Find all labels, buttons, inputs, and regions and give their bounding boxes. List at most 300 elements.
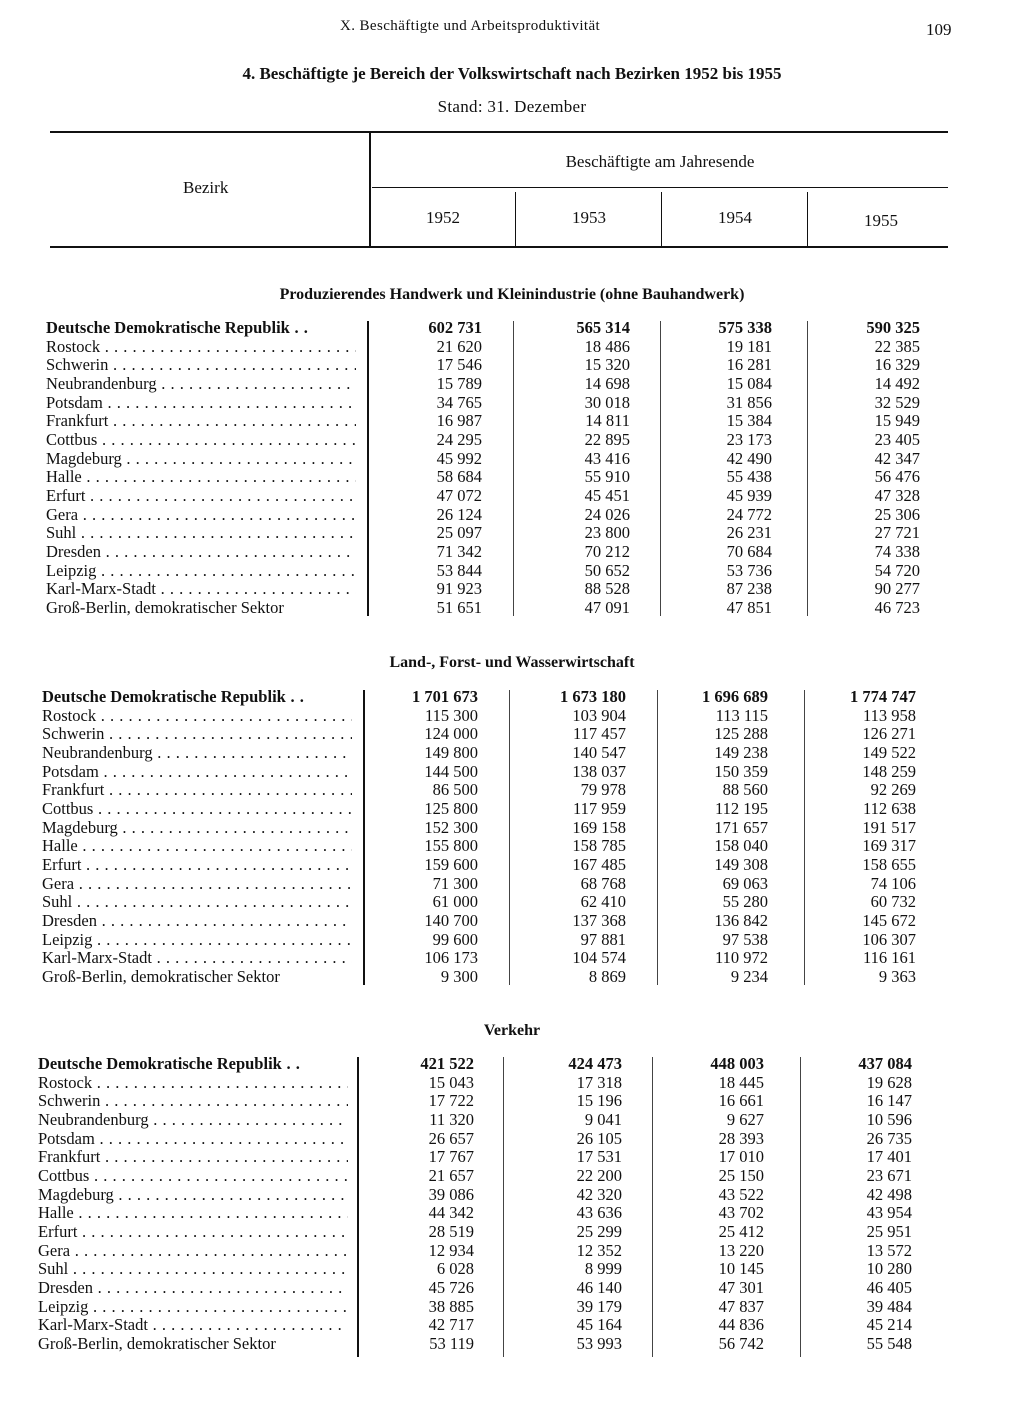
value-cell: 103 904 bbox=[572, 705, 626, 725]
value-cell: 24 295 bbox=[436, 429, 482, 449]
table-row bbox=[0, 800, 1020, 819]
value-cell: 150 359 bbox=[714, 761, 768, 781]
table-row bbox=[0, 1279, 1016, 1298]
column-separator bbox=[657, 690, 658, 985]
bezirk-name: Groß-Berlin, demokratischer Sektor bbox=[42, 967, 280, 986]
value-cell: 1 774 747 bbox=[850, 687, 916, 706]
value-cell: 42 320 bbox=[576, 1184, 622, 1204]
column-separator bbox=[804, 690, 805, 985]
value-cell: 106 173 bbox=[424, 948, 478, 968]
value-cell: 125 800 bbox=[424, 798, 478, 818]
table-row bbox=[0, 375, 1024, 394]
value-cell: 6 028 bbox=[436, 1259, 474, 1279]
value-cell: 22 200 bbox=[576, 1165, 622, 1185]
value-cell: 55 438 bbox=[726, 467, 772, 487]
value-cell: 25 951 bbox=[866, 1221, 912, 1241]
table-row bbox=[0, 468, 1024, 487]
table-row bbox=[0, 725, 1020, 744]
value-cell: 55 910 bbox=[584, 467, 630, 487]
bezirk-name: Schwerin . . . bbox=[46, 356, 356, 375]
value-cell: 24 772 bbox=[726, 504, 772, 524]
value-cell: 43 522 bbox=[718, 1184, 764, 1204]
value-cell: 39 086 bbox=[428, 1184, 474, 1204]
bezirk-name: Frankfurt . . . bbox=[46, 412, 356, 431]
bezirk-name: Frankfurt . . . bbox=[38, 1148, 348, 1167]
section-rows bbox=[0, 319, 1024, 618]
bezirk-name: Rostock . . . bbox=[46, 338, 356, 357]
column-separator bbox=[652, 1057, 653, 1357]
bezirk-name: Cottbus . . . bbox=[46, 431, 356, 450]
section-title: Verkehr bbox=[483, 1022, 541, 1039]
value-cell: 17 010 bbox=[718, 1147, 764, 1167]
value-cell: 21 620 bbox=[436, 336, 482, 356]
bezirk-name: Erfurt . . . bbox=[38, 1223, 348, 1242]
bezirk-name: Schwerin . . . bbox=[42, 725, 352, 744]
bezirk-name: Cottbus . . . bbox=[42, 800, 352, 819]
value-cell: 47 091 bbox=[584, 597, 630, 617]
value-cell: 191 517 bbox=[862, 817, 916, 837]
value-cell: 19 628 bbox=[866, 1072, 912, 1092]
table-total-row bbox=[0, 319, 1024, 338]
value-cell: 45 214 bbox=[866, 1315, 912, 1335]
value-cell: 42 490 bbox=[726, 448, 772, 468]
value-cell: 91 923 bbox=[436, 579, 482, 599]
bezirk-name: Frankfurt . . . bbox=[42, 781, 352, 800]
value-cell: 42 717 bbox=[428, 1315, 474, 1335]
value-cell: 74 106 bbox=[870, 873, 916, 893]
column-separator bbox=[503, 1057, 504, 1357]
table-row bbox=[0, 506, 1024, 525]
column-separator bbox=[509, 690, 510, 985]
table-row bbox=[0, 1186, 1016, 1205]
column-separator bbox=[363, 690, 365, 985]
table-row bbox=[0, 707, 1020, 726]
value-cell: 575 338 bbox=[718, 318, 772, 337]
bezirk-name: Dresden . . . bbox=[46, 543, 356, 562]
page-number: 109 bbox=[926, 20, 952, 39]
value-cell: 55 548 bbox=[866, 1333, 912, 1353]
value-cell: 9 041 bbox=[584, 1109, 622, 1129]
value-cell: 44 836 bbox=[718, 1315, 764, 1335]
value-cell: 30 018 bbox=[584, 392, 630, 412]
value-cell: 117 959 bbox=[572, 798, 626, 818]
value-cell: 149 308 bbox=[714, 854, 768, 874]
value-cell: 14 492 bbox=[874, 373, 920, 393]
table-row bbox=[0, 875, 1020, 894]
value-cell: 28 393 bbox=[718, 1128, 764, 1148]
value-cell: 61 000 bbox=[432, 892, 478, 912]
bezirk-name: Neubrandenburg . . . bbox=[46, 375, 356, 394]
value-cell: 13 572 bbox=[866, 1240, 912, 1260]
value-cell: 140 547 bbox=[572, 742, 626, 762]
table-row bbox=[0, 781, 1020, 800]
value-cell: 45 939 bbox=[726, 485, 772, 505]
value-cell: 602 731 bbox=[428, 318, 482, 337]
table-row bbox=[0, 543, 1024, 562]
value-cell: 17 546 bbox=[436, 355, 482, 375]
value-cell: 167 485 bbox=[572, 854, 626, 874]
value-cell: 9 627 bbox=[726, 1109, 764, 1129]
table-row bbox=[0, 1335, 1016, 1354]
bezirk-name: Magdeburg . . . bbox=[46, 450, 356, 469]
value-cell: 14 698 bbox=[584, 373, 630, 393]
bezirk-name: Karl-Marx-Stadt . . . bbox=[46, 580, 356, 599]
value-cell: 24 026 bbox=[584, 504, 630, 524]
table-row bbox=[0, 450, 1024, 469]
value-cell: 149 522 bbox=[862, 742, 916, 762]
value-cell: 158 785 bbox=[572, 836, 626, 856]
value-cell: 110 972 bbox=[714, 948, 768, 968]
table-row bbox=[0, 487, 1024, 506]
value-cell: 169 317 bbox=[862, 836, 916, 856]
value-cell: 14 811 bbox=[585, 411, 630, 431]
bezirk-name: Cottbus . . . bbox=[38, 1167, 348, 1186]
value-cell: 71 300 bbox=[432, 873, 478, 893]
value-cell: 145 672 bbox=[862, 910, 916, 930]
value-cell: 69 063 bbox=[722, 873, 768, 893]
value-cell: 112 195 bbox=[714, 798, 768, 818]
value-cell: 47 072 bbox=[436, 485, 482, 505]
value-cell: 70 212 bbox=[584, 541, 630, 561]
table-row bbox=[0, 912, 1020, 931]
value-cell: 10 145 bbox=[718, 1259, 764, 1279]
value-cell: 51 651 bbox=[436, 597, 482, 617]
value-cell: 15 320 bbox=[584, 355, 630, 375]
bezirk-name: Dresden . . . bbox=[38, 1279, 348, 1298]
value-cell: 45 992 bbox=[436, 448, 482, 468]
value-cell: 137 368 bbox=[572, 910, 626, 930]
value-cell: 9 363 bbox=[878, 966, 916, 986]
table-row bbox=[0, 356, 1024, 375]
bezirk-name: Potsdam . . . bbox=[38, 1130, 348, 1149]
bezirk-name: Potsdam . . . bbox=[42, 763, 352, 782]
value-cell: 1 696 689 bbox=[702, 687, 768, 706]
value-cell: 113 115 bbox=[715, 705, 768, 725]
value-cell: 26 105 bbox=[576, 1128, 622, 1148]
value-cell: 74 338 bbox=[874, 541, 920, 561]
value-cell: 26 231 bbox=[726, 523, 772, 543]
value-cell: 152 300 bbox=[424, 817, 478, 837]
value-cell: 140 700 bbox=[424, 910, 478, 930]
value-cell: 46 140 bbox=[576, 1277, 622, 1297]
bezirk-name: Magdeburg . . . bbox=[42, 819, 352, 838]
value-cell: 104 574 bbox=[572, 948, 626, 968]
value-cell: 437 084 bbox=[858, 1054, 912, 1073]
section-rows bbox=[0, 1055, 1024, 1354]
year-header: 1952 bbox=[426, 208, 460, 227]
value-cell: 12 934 bbox=[428, 1240, 474, 1260]
value-cell: 43 954 bbox=[866, 1203, 912, 1223]
value-cell: 148 259 bbox=[862, 761, 916, 781]
year-header: 1954 bbox=[718, 208, 752, 227]
table-row bbox=[0, 1167, 1016, 1186]
value-cell: 25 150 bbox=[718, 1165, 764, 1185]
value-cell: 25 299 bbox=[576, 1221, 622, 1241]
year-header: 1953 bbox=[572, 208, 606, 227]
value-cell: 424 473 bbox=[568, 1054, 622, 1073]
table-row bbox=[0, 580, 1024, 599]
value-cell: 18 486 bbox=[584, 336, 630, 356]
group-header: Beschäftigte am Jahresende bbox=[565, 152, 755, 171]
table-row bbox=[0, 394, 1024, 413]
bezirk-name: Magdeburg . . . bbox=[38, 1186, 348, 1205]
value-cell: 46 723 bbox=[874, 597, 920, 617]
value-cell: 22 385 bbox=[874, 336, 920, 356]
value-cell: 42 498 bbox=[866, 1184, 912, 1204]
value-cell: 86 500 bbox=[432, 780, 478, 800]
value-cell: 32 529 bbox=[874, 392, 920, 412]
value-cell: 565 314 bbox=[576, 318, 630, 337]
bezirk-name: Halle . . . bbox=[38, 1204, 348, 1223]
bezirk-name: Dresden . . . bbox=[42, 912, 352, 931]
table-title: 4. Beschäftigte je Bereich der Volkswirtschaft nach Bezirken 1952 bis 1955 bbox=[242, 64, 782, 83]
value-cell: 144 500 bbox=[424, 761, 478, 781]
value-cell: 171 657 bbox=[714, 817, 768, 837]
bezirk-name: Suhl . . . bbox=[38, 1260, 348, 1279]
value-cell: 17 767 bbox=[428, 1147, 474, 1167]
table-row bbox=[0, 1298, 1016, 1317]
value-cell: 16 987 bbox=[436, 411, 482, 431]
value-cell: 590 325 bbox=[866, 318, 920, 337]
bezirk-name: Neubrandenburg . . . bbox=[42, 744, 352, 763]
table-row bbox=[0, 837, 1020, 856]
value-cell: 155 800 bbox=[424, 836, 478, 856]
table-row bbox=[0, 744, 1020, 763]
value-cell: 115 300 bbox=[424, 705, 478, 725]
value-cell: 34 765 bbox=[436, 392, 482, 412]
table-row bbox=[0, 1260, 1016, 1279]
bezirk-name: Gera . . . bbox=[38, 1242, 348, 1261]
bezirk-name: Gera . . . bbox=[42, 875, 352, 894]
value-cell: 15 043 bbox=[428, 1072, 474, 1092]
value-cell: 45 164 bbox=[576, 1315, 622, 1335]
value-cell: 1 701 673 bbox=[412, 687, 478, 706]
year-header: 1955 bbox=[864, 211, 898, 230]
table-row bbox=[0, 1223, 1016, 1242]
header-top-rule bbox=[50, 131, 948, 133]
value-cell: 149 238 bbox=[714, 742, 768, 762]
table-row bbox=[0, 431, 1024, 450]
value-cell: 136 842 bbox=[714, 910, 768, 930]
value-cell: 16 147 bbox=[866, 1091, 912, 1111]
bezirk-name: Gera . . . bbox=[46, 506, 356, 525]
value-cell: 26 657 bbox=[428, 1128, 474, 1148]
table-row bbox=[0, 1111, 1016, 1130]
table-row bbox=[0, 968, 1020, 987]
value-cell: 158 655 bbox=[862, 854, 916, 874]
value-cell: 124 000 bbox=[424, 724, 478, 744]
bezirk-name: Erfurt . . . bbox=[46, 487, 356, 506]
value-cell: 99 600 bbox=[432, 929, 478, 949]
bezirk-header: Bezirk bbox=[183, 178, 229, 197]
value-cell: 23 671 bbox=[866, 1165, 912, 1185]
value-cell: 38 885 bbox=[428, 1296, 474, 1316]
value-cell: 97 538 bbox=[722, 929, 768, 949]
table-row bbox=[0, 338, 1024, 357]
value-cell: 117 457 bbox=[572, 724, 626, 744]
value-cell: 53 736 bbox=[726, 560, 772, 580]
value-cell: 9 234 bbox=[730, 966, 768, 986]
table-row bbox=[0, 599, 1024, 618]
value-cell: 58 684 bbox=[436, 467, 482, 487]
value-cell: 112 638 bbox=[862, 798, 916, 818]
value-cell: 39 179 bbox=[576, 1296, 622, 1316]
value-cell: 27 721 bbox=[874, 523, 920, 543]
bezirk-name: Potsdam . . . bbox=[46, 394, 356, 413]
value-cell: 448 003 bbox=[710, 1054, 764, 1073]
bezirk-name: Deutsche Demokratische Republik . . bbox=[42, 688, 352, 707]
section-rows bbox=[0, 688, 1024, 987]
value-cell: 90 277 bbox=[874, 579, 920, 599]
value-cell: 18 445 bbox=[718, 1072, 764, 1092]
value-cell: 53 993 bbox=[576, 1333, 622, 1353]
value-cell: 1 673 180 bbox=[560, 687, 626, 706]
table-row bbox=[0, 1074, 1016, 1093]
value-cell: 25 412 bbox=[718, 1221, 764, 1241]
value-cell: 43 636 bbox=[576, 1203, 622, 1223]
value-cell: 26 735 bbox=[866, 1128, 912, 1148]
value-cell: 113 958 bbox=[862, 705, 916, 725]
table-row bbox=[0, 1148, 1016, 1167]
header-divider bbox=[369, 133, 371, 246]
column-separator bbox=[807, 321, 808, 616]
value-cell: 92 269 bbox=[870, 780, 916, 800]
value-cell: 13 220 bbox=[718, 1240, 764, 1260]
value-cell: 159 600 bbox=[424, 854, 478, 874]
table-subtitle: Stand: 31. Dezember bbox=[437, 97, 587, 116]
value-cell: 47 301 bbox=[718, 1277, 764, 1297]
value-cell: 126 271 bbox=[862, 724, 916, 744]
value-cell: 421 522 bbox=[420, 1054, 474, 1073]
bezirk-name: Leipzig . . . bbox=[46, 562, 356, 581]
column-separator bbox=[660, 321, 661, 616]
bezirk-name: Halle . . . bbox=[42, 837, 352, 856]
value-cell: 125 288 bbox=[714, 724, 768, 744]
value-cell: 56 742 bbox=[718, 1333, 764, 1353]
value-cell: 15 196 bbox=[576, 1091, 622, 1111]
value-cell: 21 657 bbox=[428, 1165, 474, 1185]
value-cell: 12 352 bbox=[576, 1240, 622, 1260]
bezirk-name: Groß-Berlin, demokratischer Sektor bbox=[38, 1334, 276, 1353]
table-total-row bbox=[0, 1055, 1016, 1074]
value-cell: 47 328 bbox=[874, 485, 920, 505]
value-cell: 138 037 bbox=[572, 761, 626, 781]
value-cell: 39 484 bbox=[866, 1296, 912, 1316]
table-row bbox=[0, 949, 1020, 968]
bezirk-name: Leipzig . . . bbox=[42, 931, 352, 950]
value-cell: 44 342 bbox=[428, 1203, 474, 1223]
table-row bbox=[0, 1204, 1016, 1223]
running-head: X. Beschäftigte und Arbeitsproduktivität bbox=[340, 18, 601, 34]
value-cell: 55 280 bbox=[722, 892, 768, 912]
value-cell: 62 410 bbox=[580, 892, 626, 912]
value-cell: 10 280 bbox=[866, 1259, 912, 1279]
value-cell: 169 158 bbox=[572, 817, 626, 837]
value-cell: 79 978 bbox=[580, 780, 626, 800]
bezirk-name: Rostock . . . bbox=[38, 1074, 348, 1093]
bezirk-name: Suhl . . . bbox=[46, 524, 356, 543]
table-row bbox=[0, 893, 1020, 912]
value-cell: 23 800 bbox=[584, 523, 630, 543]
value-cell: 45 726 bbox=[428, 1277, 474, 1297]
column-separator bbox=[800, 1057, 801, 1357]
value-cell: 42 347 bbox=[874, 448, 920, 468]
bezirk-name: Rostock . . . bbox=[42, 707, 352, 726]
header-group-rule bbox=[372, 187, 948, 188]
value-cell: 70 684 bbox=[726, 541, 772, 561]
table-row bbox=[0, 1130, 1016, 1149]
value-cell: 45 451 bbox=[584, 485, 630, 505]
bezirk-name: Neubrandenburg . . . bbox=[38, 1111, 348, 1130]
value-cell: 17 722 bbox=[428, 1091, 474, 1111]
table-row bbox=[0, 412, 1024, 431]
value-cell: 25 097 bbox=[436, 523, 482, 543]
value-cell: 106 307 bbox=[862, 929, 916, 949]
header-bottom-rule bbox=[50, 246, 948, 248]
bezirk-name: Schwerin . . . bbox=[38, 1092, 348, 1111]
value-cell: 9 300 bbox=[440, 966, 478, 986]
value-cell: 87 238 bbox=[726, 579, 772, 599]
bezirk-name: Deutsche Demokratische Republik . . bbox=[46, 319, 356, 338]
value-cell: 53 119 bbox=[429, 1333, 474, 1353]
value-cell: 28 519 bbox=[428, 1221, 474, 1241]
table-row bbox=[0, 763, 1020, 782]
value-cell: 158 040 bbox=[714, 836, 768, 856]
column-separator bbox=[357, 1057, 359, 1357]
value-cell: 11 320 bbox=[429, 1109, 474, 1129]
bezirk-name: Erfurt . . . bbox=[42, 856, 352, 875]
value-cell: 17 401 bbox=[866, 1147, 912, 1167]
table-row bbox=[0, 524, 1024, 543]
section-title: Produzierendes Handwerk und Kleinindustrie (ohne Bauhandwerk) bbox=[279, 286, 745, 303]
value-cell: 16 329 bbox=[874, 355, 920, 375]
table-row bbox=[0, 931, 1020, 950]
bezirk-name: Halle . . . bbox=[46, 468, 356, 487]
value-cell: 56 476 bbox=[874, 467, 920, 487]
value-cell: 17 318 bbox=[576, 1072, 622, 1092]
value-cell: 60 732 bbox=[870, 892, 916, 912]
table-row bbox=[0, 562, 1024, 581]
value-cell: 16 661 bbox=[718, 1091, 764, 1111]
value-cell: 43 416 bbox=[584, 448, 630, 468]
value-cell: 16 281 bbox=[726, 355, 772, 375]
value-cell: 53 844 bbox=[436, 560, 482, 580]
value-cell: 15 384 bbox=[726, 411, 772, 431]
value-cell: 17 531 bbox=[576, 1147, 622, 1167]
value-cell: 149 800 bbox=[424, 742, 478, 762]
value-cell: 71 342 bbox=[436, 541, 482, 561]
value-cell: 50 652 bbox=[584, 560, 630, 580]
value-cell: 22 895 bbox=[584, 429, 630, 449]
table-row bbox=[0, 1092, 1016, 1111]
value-cell: 19 181 bbox=[726, 336, 772, 356]
table-total-row bbox=[0, 688, 1020, 707]
value-cell: 8 999 bbox=[584, 1259, 622, 1279]
value-cell: 54 720 bbox=[874, 560, 920, 580]
bezirk-name: Karl-Marx-Stadt . . . bbox=[42, 949, 352, 968]
bezirk-name: Suhl . . . bbox=[42, 893, 352, 912]
value-cell: 25 306 bbox=[874, 504, 920, 524]
value-cell: 68 768 bbox=[580, 873, 626, 893]
section-title: Land-, Forst- und Wasserwirtschaft bbox=[389, 654, 635, 671]
value-cell: 23 173 bbox=[726, 429, 772, 449]
table-row bbox=[0, 1316, 1016, 1335]
value-cell: 8 869 bbox=[588, 966, 626, 986]
table-row bbox=[0, 819, 1020, 838]
value-cell: 47 851 bbox=[726, 597, 772, 617]
value-cell: 10 596 bbox=[866, 1109, 912, 1129]
value-cell: 23 405 bbox=[874, 429, 920, 449]
